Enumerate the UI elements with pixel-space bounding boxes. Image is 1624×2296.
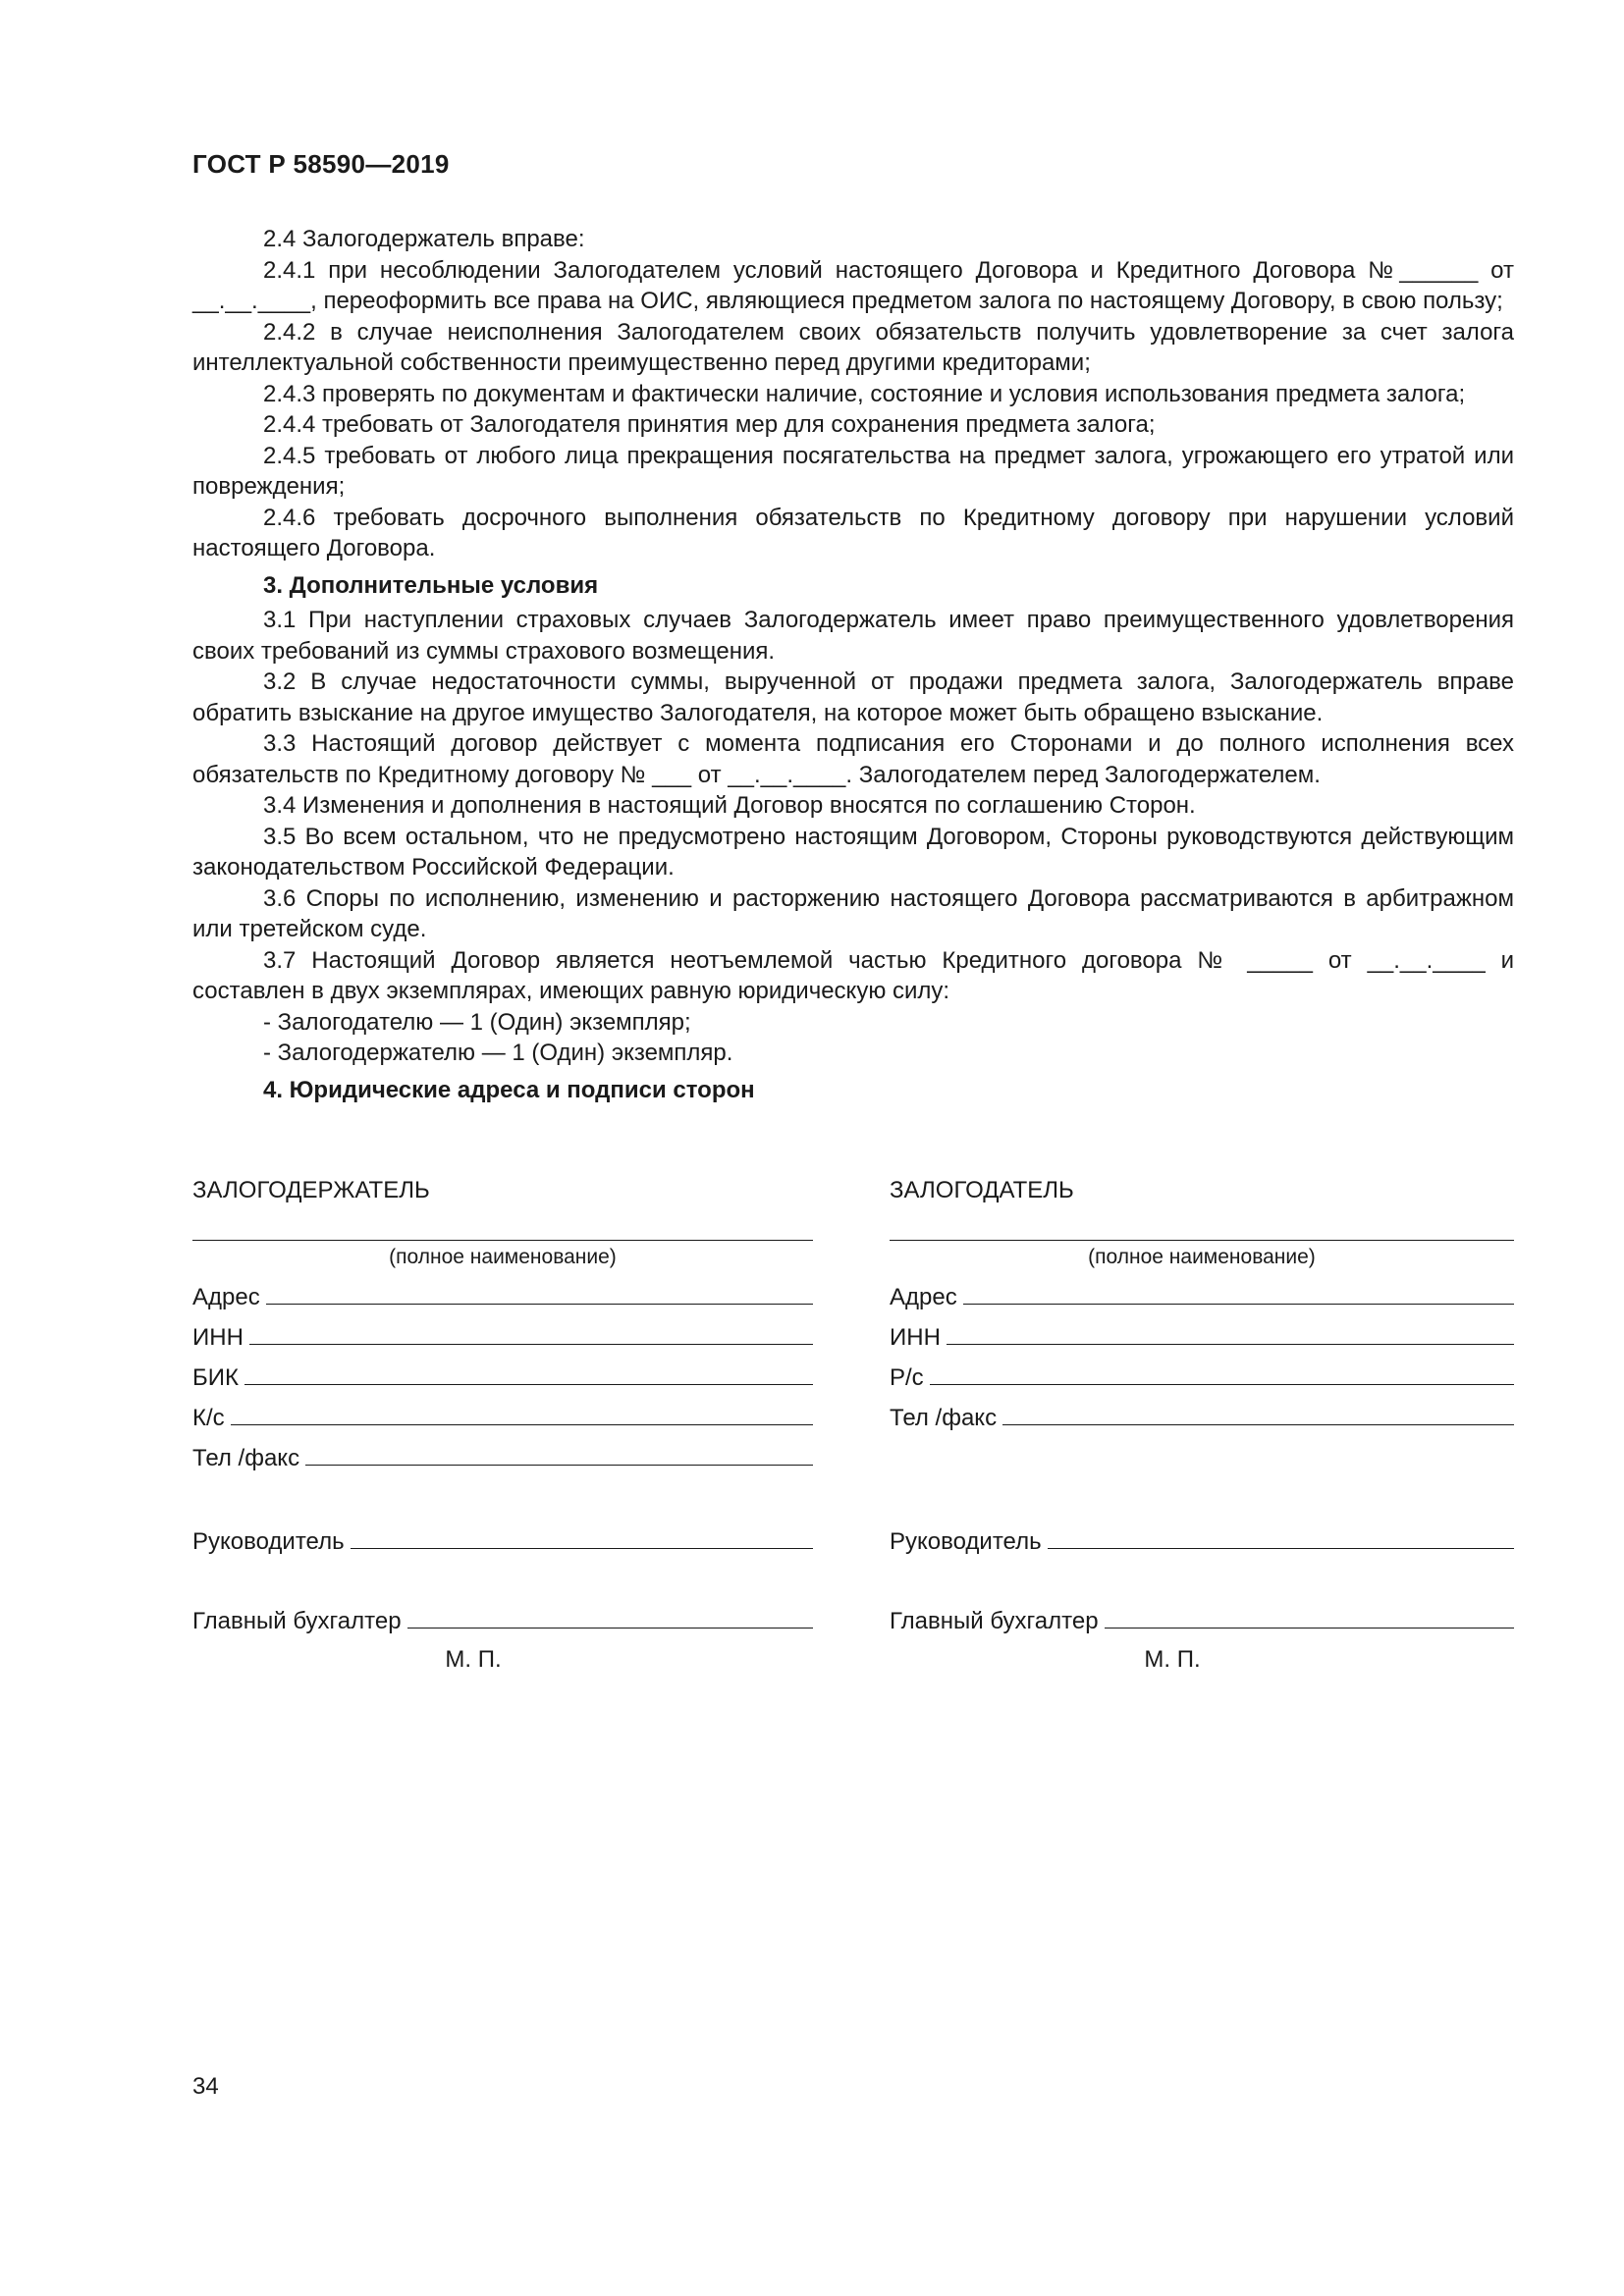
- field-line: [930, 1384, 1514, 1385]
- signature-line: [1048, 1548, 1514, 1549]
- paragraph: 3.2 В случае недостаточности суммы, вырученной от продажи предмета залога, Залогодержатель вправе обратить взыскание на другое имущество Залогодателя, на которое может быть обращено взыскание.: [192, 668, 1514, 726]
- field-inn: [192, 1312, 813, 1353]
- field-address: [192, 1272, 813, 1312]
- full-name-caption: (полное наименование): [1088, 1246, 1316, 1268]
- signature-line: [1105, 1628, 1514, 1629]
- list-item: - Залогодателю — 1 (Один) экземпляр;: [263, 1008, 691, 1036]
- document-code: ГОСТ Р 58590—2019: [192, 149, 450, 179]
- document-body: [192, 224, 1514, 1109]
- paragraph: 3.5 Во всем остальном, что не предусмотрено настоящим Договором, Стороны руководствуются действующим законодательством Российской Федерации.: [192, 823, 1514, 881]
- field-accountant-signature: [890, 1596, 1514, 1636]
- field-line: [947, 1344, 1514, 1345]
- field-label: Главный бухгалтер: [890, 1608, 1099, 1634]
- field-address: [890, 1272, 1514, 1312]
- field-label: Адрес: [192, 1284, 260, 1310]
- paragraph: 3.4 Изменения и дополнения в настоящий Договор вносятся по соглашению Сторон.: [263, 792, 1196, 819]
- field-inn: [890, 1312, 1514, 1353]
- field-label: Руководитель: [192, 1528, 345, 1555]
- field-label: ИНН: [192, 1324, 244, 1351]
- field-label: Р/с: [890, 1364, 924, 1391]
- party-pledgor: [890, 1173, 1514, 1674]
- field-accountant-signature: [192, 1596, 813, 1636]
- field-label: ИНН: [890, 1324, 941, 1351]
- paragraph: 2.4.6 требовать досрочного выполнения обязательств по Кредитному договору при нарушении условий настоящего Договора.: [192, 504, 1514, 561]
- field-label: БИК: [192, 1364, 239, 1391]
- list-item: - Залогодержателю — 1 (Один) экземпляр.: [263, 1040, 733, 1066]
- field-line: [963, 1304, 1514, 1305]
- field-settlement-account: [890, 1353, 1514, 1393]
- full-name-caption: (полное наименование): [389, 1246, 617, 1268]
- signature-line: [351, 1548, 813, 1549]
- party-title: ЗАЛОГОДЕРЖАТЕЛЬ: [192, 1177, 430, 1203]
- field-label: К/с: [192, 1405, 225, 1431]
- field-corr-account: [192, 1393, 813, 1433]
- page-number: 34: [192, 2073, 219, 2100]
- party-pledgee: [192, 1173, 813, 1674]
- field-bik: [192, 1353, 813, 1393]
- paragraph: 2.4.1 при несоблюдении Залогодателем условий настоящего Договора и Кредитного Договора №______ от __.__.____, переоформить все права на ОИС, являющиеся предметом залога по настоящему Договору, в свою пользу;: [192, 256, 1514, 314]
- field-line: [1002, 1424, 1514, 1425]
- full-name-line: [890, 1230, 1514, 1241]
- field-phone-fax: [890, 1393, 1514, 1433]
- full-name-line: [192, 1230, 813, 1241]
- field-line: [266, 1304, 813, 1305]
- paragraph: 3.7 Настоящий Договор является неотъемлемой частью Кредитного договора № _____ от __.__.____ и составлен в двух экземплярах, имеющих равную юридическую силу:: [192, 946, 1514, 1004]
- section-heading: 3. Дополнительные условия: [263, 571, 599, 599]
- field-label: Адрес: [890, 1284, 957, 1310]
- paragraph: 2.4.3 проверять по документам и фактически наличие, состояние и условия использования предмета залога;: [263, 380, 1466, 407]
- field-label: Тел /факс: [890, 1405, 998, 1431]
- party-title: ЗАЛОГОДАТЕЛЬ: [890, 1177, 1074, 1203]
- paragraph: 3.3 Настоящий договор действует с момента подписания его Сторонами и до полного исполнения всех обязательств по Кредитному договору № ___ от __.__.____. Залогодателем перед Залогодержателем.: [192, 730, 1514, 788]
- paragraph: 2.4 Залогодержатель вправе:: [263, 226, 585, 252]
- field-head-signature: [192, 1517, 813, 1557]
- field-phone-fax: [192, 1433, 813, 1473]
- field-label: Главный бухгалтер: [192, 1608, 402, 1634]
- field-head-signature: [890, 1517, 1514, 1557]
- signature-line: [407, 1628, 813, 1629]
- paragraph: 2.4.2 в случае неисполнения Залогодателем своих обязательств получить удовлетворение за счет залога интеллектуальной собственности преимущественно перед другими кредиторами;: [192, 318, 1514, 376]
- field-line: [244, 1384, 813, 1385]
- field-line: [249, 1344, 813, 1345]
- stamp-place: М. П.: [1144, 1646, 1201, 1673]
- field-label: Руководитель: [890, 1528, 1042, 1555]
- paragraph: 2.4.5 требовать от любого лица прекращения посягательства на предмет залога, угрожающего его утратой или повреждения;: [192, 442, 1514, 500]
- field-label: Тел /факс: [192, 1445, 300, 1471]
- field-line: [231, 1424, 813, 1425]
- field-line: [305, 1465, 813, 1466]
- stamp-place: М. П.: [445, 1646, 502, 1673]
- paragraph: 2.4.4 требовать от Залогодателя принятия мер для сохранения предмета залога;: [263, 411, 1156, 438]
- section-heading: 4. Юридические адреса и подписи сторон: [263, 1076, 755, 1103]
- paragraph: 3.1 При наступлении страховых случаев Залогодержатель имеет право преимущественного удовлетворения своих требований из суммы страхового возмещения.: [192, 607, 1514, 665]
- paragraph: 3.6 Споры по исполнению, изменению и расторжению настоящего Договора рассматриваются в арбитражном или третейском суде.: [192, 884, 1514, 942]
